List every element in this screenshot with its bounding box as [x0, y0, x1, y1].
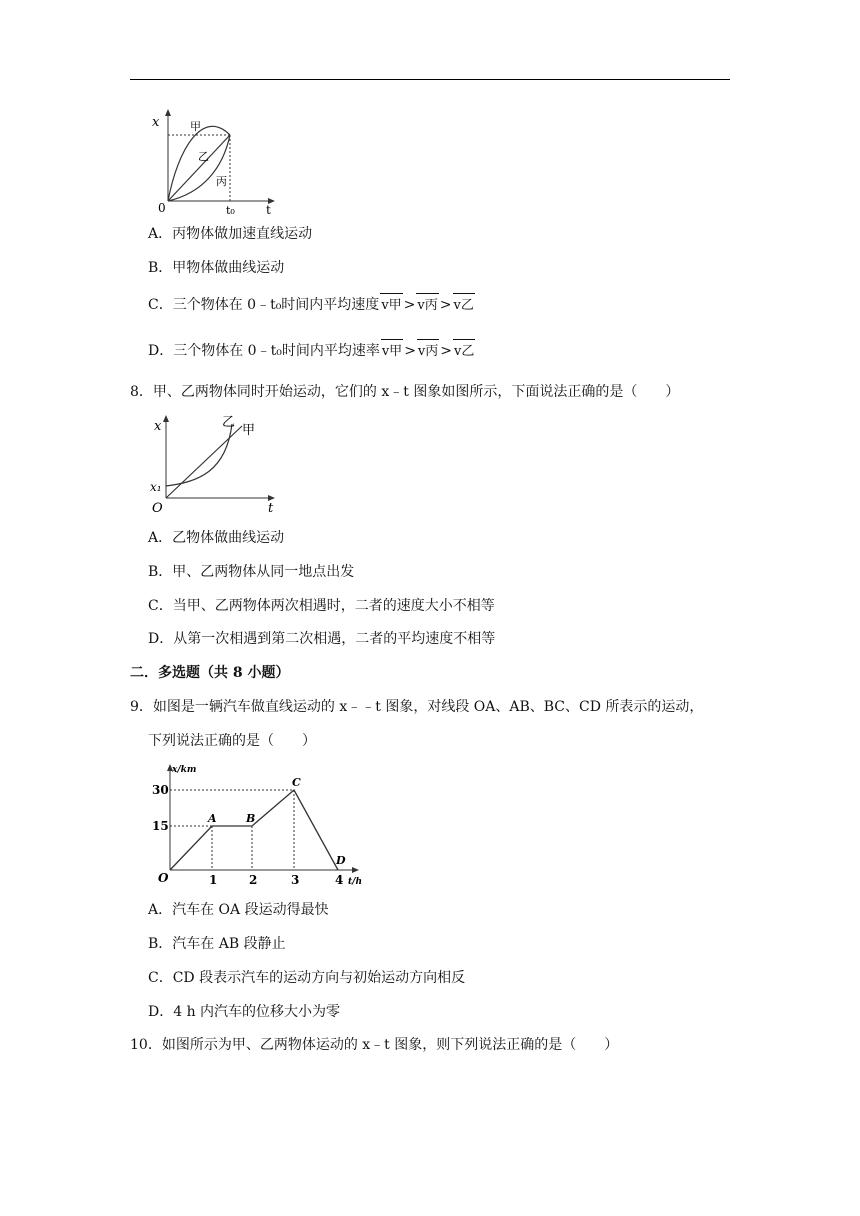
q8-option-b: B．甲、乙两物体从同一地点出发 [148, 564, 355, 580]
header-rule [130, 79, 730, 80]
q9-y-axis-label: x/km [172, 765, 197, 775]
q9-option-b: B．汽车在 AB 段静止 [148, 936, 286, 952]
q9-option-d: D．4 h 内汽车的位移大小为零 [148, 1004, 341, 1020]
gt-sign: > [403, 297, 416, 313]
q9-tick-15: 15 [152, 819, 169, 833]
v-jia: v甲 [381, 298, 402, 313]
q9-stem-line1: 9．如图是一辆汽车做直线运动的 x﹣﹣t 图象，对线段 OA、AB、BC、CD 所表示的运动， [130, 699, 704, 715]
q7-t0-label: t₀ [226, 204, 235, 217]
q7-bing-label: 丙 [216, 175, 227, 188]
q7-x-label: x [152, 115, 160, 130]
q8-x-label: x [154, 419, 162, 434]
q9-point-d: D [336, 854, 346, 867]
q9-stem-line2: 下列说法正确的是（ ） [148, 733, 316, 749]
q9-xt-graph [148, 760, 368, 890]
q9-option-c: C．CD 段表示汽车的运动方向与初始运动方向相反 [148, 970, 466, 986]
q9-tick-2: 2 [249, 873, 258, 887]
q8-option-a: A．乙物体做曲线运动 [148, 530, 285, 546]
q7-t-label: t [266, 203, 271, 217]
q10-stem: 10．如图所示为甲、乙两物体运动的 x﹣t 图象，则下列说法正确的是（ ） [130, 1037, 619, 1053]
q9-x-axis-label: t/h [348, 877, 362, 887]
q7-xt-graph [148, 108, 278, 220]
q8-yi-label: 乙 [222, 415, 236, 430]
q7-jia-label: 甲 [190, 120, 201, 133]
q9-option-a: A．汽车在 OA 段运动得最快 [148, 902, 329, 918]
q9-tick-30: 30 [152, 783, 169, 797]
v-yi: v乙 [454, 344, 475, 359]
q8-option-d: D．从第一次相遇到第二次相遇，二者的平均速度不相等 [148, 631, 496, 647]
q7-origin: 0 [158, 201, 166, 215]
q9-point-c: C [292, 776, 301, 789]
q7-option-c-text: C．三个物体在 0﹣t₀时间内平均速度 [148, 297, 380, 313]
q7-yi-label: 乙 [198, 150, 209, 163]
section-heading: 二．多选题（共 8 小题） [130, 665, 290, 681]
gt-sign: > [404, 343, 416, 359]
q9-tick-3: 3 [291, 873, 300, 887]
gt-sign: > [440, 343, 453, 359]
v-bing: v丙 [417, 298, 438, 313]
q8-xt-graph [148, 412, 278, 520]
q8-option-c: C．当甲、乙两物体两次相遇时，二者的速度大小不相等 [148, 598, 495, 614]
q8-stem: 8．甲、乙两物体同时开始运动，它们的 x﹣t 图象如图所示，下面说法正确的是（ ） [130, 384, 680, 400]
q7-option-d-text: D．三个物体在 0﹣t₀时间内平均速率 [148, 343, 380, 359]
q8-jia-label: 甲 [242, 423, 256, 438]
v-yi: v乙 [453, 298, 474, 313]
q9-tick-1: 1 [209, 873, 218, 887]
q9-origin: O [158, 871, 169, 885]
q9-tick-4: 4 [335, 873, 344, 887]
q9-point-a: A [208, 812, 217, 825]
q7-option-b: B．甲物体做曲线运动 [148, 260, 285, 276]
q8-t-label: t [268, 501, 274, 516]
q8-x1-label: x₁ [150, 480, 162, 494]
q8-origin: O [152, 501, 163, 516]
q7-option-c [148, 296, 476, 315]
v-bing: v丙 [417, 344, 439, 359]
gt-sign: > [439, 297, 452, 313]
v-jia: v甲 [381, 344, 403, 359]
q7-option-d [148, 342, 476, 361]
q9-point-b: B [246, 812, 256, 825]
q7-option-a: A．丙物体做加速直线运动 [148, 226, 313, 242]
